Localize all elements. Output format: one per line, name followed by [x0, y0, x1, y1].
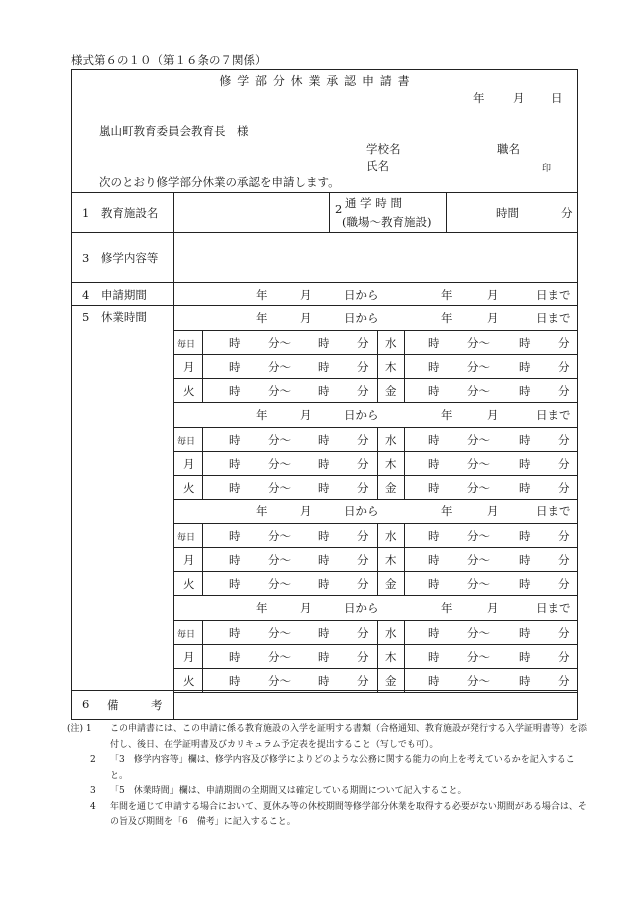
block-3-row-3-left-min-from: 分～: [268, 577, 291, 591]
block-3-start-day: 日から: [344, 504, 379, 518]
block-2-start-year: 年: [256, 408, 268, 422]
block-3-row-2-right-day: 木: [385, 553, 397, 567]
block-2-row-3-right-day: 金: [385, 481, 397, 495]
commute-hours-unit: 時間: [496, 206, 519, 220]
block-3-row-3-right-day: 金: [385, 577, 397, 591]
block-4-row-3-right-hour: 時: [428, 674, 440, 688]
block-4-row-1-left-hour: 時: [229, 626, 241, 640]
block-2-row-3-right-hour: 時: [428, 481, 440, 495]
form-title: 修 学 部 分 休 業 承 認 申 請 書: [219, 74, 411, 88]
block-2-row-3-left-hour: 時: [229, 481, 241, 495]
block-3-row-3-left-min: 分: [357, 577, 369, 591]
block-1-row-3-right-min-from: 分～: [467, 384, 490, 398]
period-start-month: 月: [300, 288, 312, 302]
block-2-row-3-left-hour2: 時: [318, 481, 330, 495]
block-1-row-1-left-hour: 時: [229, 336, 241, 350]
block-1-row-2-left-day: 月: [183, 360, 195, 374]
block-1-row-2-right-day: 木: [385, 360, 397, 374]
block-1-row-3-right-min: 分: [558, 384, 570, 398]
block-3-row-2-right-hour2: 時: [519, 553, 531, 567]
block-2-row-1-left-day: 毎日: [177, 437, 196, 447]
block-1-row-3-right-day: 金: [385, 384, 397, 398]
block-3-start-month: 月: [300, 504, 312, 518]
block-4-row-1-right-hour2: 時: [519, 626, 531, 640]
block-4-row-1-left-min-from: 分～: [268, 626, 291, 640]
block-1-row-1-left-min-from: 分～: [268, 336, 291, 350]
block-3-end-year: 年: [441, 504, 453, 518]
block-1-row-3-left-hour2: 時: [318, 384, 330, 398]
block-4-start-year: 年: [256, 601, 268, 615]
block-4-row-3-left-hour: 時: [229, 674, 241, 688]
block-2-end-month: 月: [487, 408, 499, 422]
block-1-row-1-left-hour2: 時: [318, 336, 330, 350]
block-4-row-1-left-hour2: 時: [318, 626, 330, 640]
block-3-row-1-right-hour: 時: [428, 529, 440, 543]
block-1-row-3-left-min: 分: [357, 384, 369, 398]
block-1-row-1-right-min: 分: [558, 336, 570, 350]
block-1-end-year: 年: [441, 311, 453, 325]
block-2-row-3-left-min-from: 分～: [268, 481, 291, 495]
block-1-row-3-right-hour: 時: [428, 384, 440, 398]
note-2-text: 「3 修学内容等」欄は、修学内容及び修学によりどのような公務に関する能力の向上を考えているかを記入すること。: [110, 755, 575, 781]
commute-time-label: 通 学 時 間: [345, 196, 402, 210]
block-2-end-day: 日まで: [536, 408, 571, 422]
block-4-row-2-right-min-from: 分～: [467, 650, 490, 664]
block-2-row-1-left-hour: 時: [229, 433, 241, 447]
note-2-number: 2: [90, 755, 96, 765]
block-4-row-3-left-hour2: 時: [318, 674, 330, 688]
block-4-row-2-right-min: 分: [558, 650, 570, 664]
block-1-row-3-left-min-from: 分～: [268, 384, 291, 398]
study-content-label: 3 修学内容等: [82, 251, 159, 265]
note-1-number: (注) 1: [67, 724, 92, 734]
addressee: 嵐山町教育委員会教育長 様: [99, 124, 249, 138]
remarks-label-part1: 備: [107, 698, 119, 712]
block-3-row-3-right-hour: 時: [428, 577, 440, 591]
block-4-row-3-right-hour2: 時: [519, 674, 531, 688]
block-4-row-1-right-hour: 時: [428, 626, 440, 640]
block-3-row-2-left-min: 分: [357, 553, 369, 567]
block-2-row-1-left-min: 分: [357, 433, 369, 447]
block-2-row-2-left-min: 分: [357, 457, 369, 471]
block-4-row-2-left-min-from: 分～: [268, 650, 291, 664]
note-2: [90, 753, 591, 784]
block-4-row-3-right-day: 金: [385, 674, 397, 688]
block-1-row-1-right-hour: 時: [428, 336, 440, 350]
block-3-row-1-left-day: 毎日: [177, 533, 196, 543]
block-2-row-3-right-min: 分: [558, 481, 570, 495]
block-4-end-year: 年: [441, 601, 453, 615]
block-3-row-2-right-min-from: 分～: [467, 553, 490, 567]
intro-text: 次のとおり修学部分休業の承認を申請します。: [99, 175, 340, 189]
note-4-number: 4: [90, 801, 96, 812]
date-year-label: 年: [473, 91, 485, 105]
block-4-start-month: 月: [300, 601, 312, 615]
block-1-end-day: 日まで: [536, 311, 571, 325]
block-2-end-year: 年: [441, 408, 453, 422]
facility-name-label: 1 教育施設名: [82, 206, 159, 220]
block-3-row-2-left-min-from: 分～: [268, 553, 291, 567]
form-number: 様式第６の１０（第１６条の７関係）: [71, 53, 267, 67]
block-4-row-2-right-day: 木: [385, 650, 397, 664]
block-2-row-1-left-hour2: 時: [318, 433, 330, 447]
date-month-label: 月: [513, 91, 525, 105]
study-content-field[interactable]: [174, 233, 577, 282]
commute-number: 2: [335, 202, 343, 216]
block-1-row-2-left-hour2: 時: [318, 360, 330, 374]
block-2-row-1-right-hour: 時: [428, 433, 440, 447]
block-1-row-3-right-hour2: 時: [519, 384, 531, 398]
commute-time-sub-label: (職場～教育施設): [342, 215, 432, 229]
block-2-row-2-left-day: 月: [183, 457, 195, 471]
period-start-year: 年: [256, 288, 268, 302]
applicant-name-label: 氏名: [366, 159, 389, 173]
block-3-row-3-left-hour: 時: [229, 577, 241, 591]
period-start-day: 日から: [344, 288, 379, 302]
block-1-start-month: 月: [300, 311, 312, 325]
block-4-end-month: 月: [487, 601, 499, 615]
block-4-row-1-right-day: 水: [385, 626, 397, 640]
block-3-row-3-right-min-from: 分～: [467, 577, 490, 591]
application-period-label: 4 申請期間: [82, 288, 147, 302]
block-1-start-day: 日から: [344, 311, 379, 325]
block-1-row-1-left-min: 分: [357, 336, 369, 350]
block-4-row-2-left-hour2: 時: [318, 650, 330, 664]
block-3-row-3-left-day: 火: [183, 577, 195, 591]
block-2-row-1-right-hour2: 時: [519, 433, 531, 447]
block-4-row-1-right-min: 分: [558, 626, 570, 640]
block-2-row-3-right-hour2: 時: [519, 481, 531, 495]
period-end-year: 年: [441, 288, 453, 302]
note-4: [90, 800, 591, 831]
block-2-row-3-left-min: 分: [357, 481, 369, 495]
block-1-row-3-left-hour: 時: [229, 384, 241, 398]
notes-section: [67, 722, 591, 831]
block-4-row-2-right-hour: 時: [428, 650, 440, 664]
block-2-row-2-right-min: 分: [558, 457, 570, 471]
block-3-end-day: 日まで: [536, 504, 571, 518]
block-2-row-2-right-min-from: 分～: [467, 457, 490, 471]
block-1-row-1-right-day: 水: [385, 336, 397, 350]
block-1-start-year: 年: [256, 311, 268, 325]
facility-name-field[interactable]: [174, 193, 329, 232]
block-4-start-day: 日から: [344, 601, 379, 615]
block-3-row-1-right-day: 水: [385, 529, 397, 543]
block-4-row-1-right-min-from: 分～: [467, 626, 490, 640]
remarks-label-part2: 考: [151, 698, 163, 712]
block-3-row-2-right-min: 分: [558, 553, 570, 567]
block-1-row-2-left-hour: 時: [229, 360, 241, 374]
block-1-row-2-left-min: 分: [357, 360, 369, 374]
block-2-row-2-right-hour2: 時: [519, 457, 531, 471]
block-1-row-1-left-day: 毎日: [177, 340, 196, 350]
position-label: 職名: [497, 142, 520, 156]
note-1-text: この申請書には、この申請に係る教育施設の入学を証明する書類（合格通知、教育施設が発行する入学証明書等）を添付し、後日、在学証明書及びカリキュラム予定表を提出すること（写しでも可）。: [110, 724, 588, 750]
block-1-row-2-right-hour2: 時: [519, 360, 531, 374]
block-1-row-1-right-hour2: 時: [519, 336, 531, 350]
block-3-row-1-right-hour2: 時: [519, 529, 531, 543]
period-end-month: 月: [487, 288, 499, 302]
block-4-row-2-left-min: 分: [357, 650, 369, 664]
block-3-row-1-right-min: 分: [558, 529, 570, 543]
block-2-start-day: 日から: [344, 408, 379, 422]
remarks-field[interactable]: [174, 691, 577, 719]
block-1-end-month: 月: [487, 311, 499, 325]
block-4-row-2-right-hour2: 時: [519, 650, 531, 664]
date-day-label: 日: [551, 91, 563, 105]
block-3-row-3-right-hour2: 時: [519, 577, 531, 591]
note-3-text: 「5 休業時間」欄は、申請期間の全期間又は確定している期間について記入すること。: [110, 786, 467, 796]
block-3-row-2-left-day: 月: [183, 553, 195, 567]
block-4-row-2-left-hour: 時: [229, 650, 241, 664]
period-end-day: 日まで: [536, 288, 571, 302]
block-2-row-2-right-day: 木: [385, 457, 397, 471]
block-4-row-3-right-min: 分: [558, 674, 570, 688]
block-1-row-1-right-min-from: 分～: [467, 336, 490, 350]
block-4-end-day: 日まで: [536, 601, 571, 615]
block-4-row-3-left-min-from: 分～: [268, 674, 291, 688]
block-1-row-3-left-day: 火: [183, 384, 195, 398]
block-2-start-month: 月: [300, 408, 312, 422]
note-4-text: 年間を通じて申請する場合において、夏休み等の休校期間等修学部分休業を取得する必要がない期間がある場合は、その旨及び期間を「6 備考」に記入すること。: [110, 801, 587, 827]
commute-minutes-unit: 分: [561, 206, 573, 220]
block-2-row-2-left-hour: 時: [229, 457, 241, 471]
block-3-row-1-left-min: 分: [357, 529, 369, 543]
block-2-row-3-right-min-from: 分～: [467, 481, 490, 495]
block-3-row-2-left-hour: 時: [229, 553, 241, 567]
block-3-row-2-right-hour: 時: [428, 553, 440, 567]
block-4-row-3-left-day: 火: [183, 674, 195, 688]
block-4-row-1-left-min: 分: [357, 626, 369, 640]
block-2-row-2-left-hour2: 時: [318, 457, 330, 471]
block-2-row-1-right-day: 水: [385, 433, 397, 447]
block-1-row-2-right-hour: 時: [428, 360, 440, 374]
block-4-row-2-left-day: 月: [183, 650, 195, 664]
block-3-row-1-left-hour2: 時: [318, 529, 330, 543]
block-2-row-1-right-min: 分: [558, 433, 570, 447]
block-1-row-2-left-min-from: 分～: [268, 360, 291, 374]
note-3-number: 3: [90, 786, 96, 796]
block-4-row-3-left-min: 分: [357, 674, 369, 688]
block-3-row-1-left-min-from: 分～: [268, 529, 291, 543]
block-3-end-month: 月: [487, 504, 499, 518]
block-3-start-year: 年: [256, 504, 268, 518]
block-4-row-1-left-day: 毎日: [177, 630, 196, 640]
block-1-row-2-right-min-from: 分～: [467, 360, 490, 374]
block-2-row-1-right-min-from: 分～: [467, 433, 490, 447]
block-3-row-1-right-min-from: 分～: [467, 529, 490, 543]
seal-mark: 印: [542, 164, 552, 174]
block-2-row-3-left-day: 火: [183, 481, 195, 495]
note-1: [67, 722, 591, 753]
leave-hours-label: 5 休業時間: [82, 310, 147, 324]
school-name-label: 学校名: [366, 142, 401, 156]
block-2-row-1-left-min-from: 分～: [268, 433, 291, 447]
block-3-row-1-left-hour: 時: [229, 529, 241, 543]
block-3-row-2-left-hour2: 時: [318, 553, 330, 567]
remarks-number: 6: [82, 697, 90, 711]
block-1-row-2-right-min: 分: [558, 360, 570, 374]
block-4-row-3-right-min-from: 分～: [467, 674, 490, 688]
note-3: [90, 784, 591, 800]
block-3-row-3-right-min: 分: [558, 577, 570, 591]
block-2-row-2-left-min-from: 分～: [268, 457, 291, 471]
block-2-row-2-right-hour: 時: [428, 457, 440, 471]
block-3-row-3-left-hour2: 時: [318, 577, 330, 591]
